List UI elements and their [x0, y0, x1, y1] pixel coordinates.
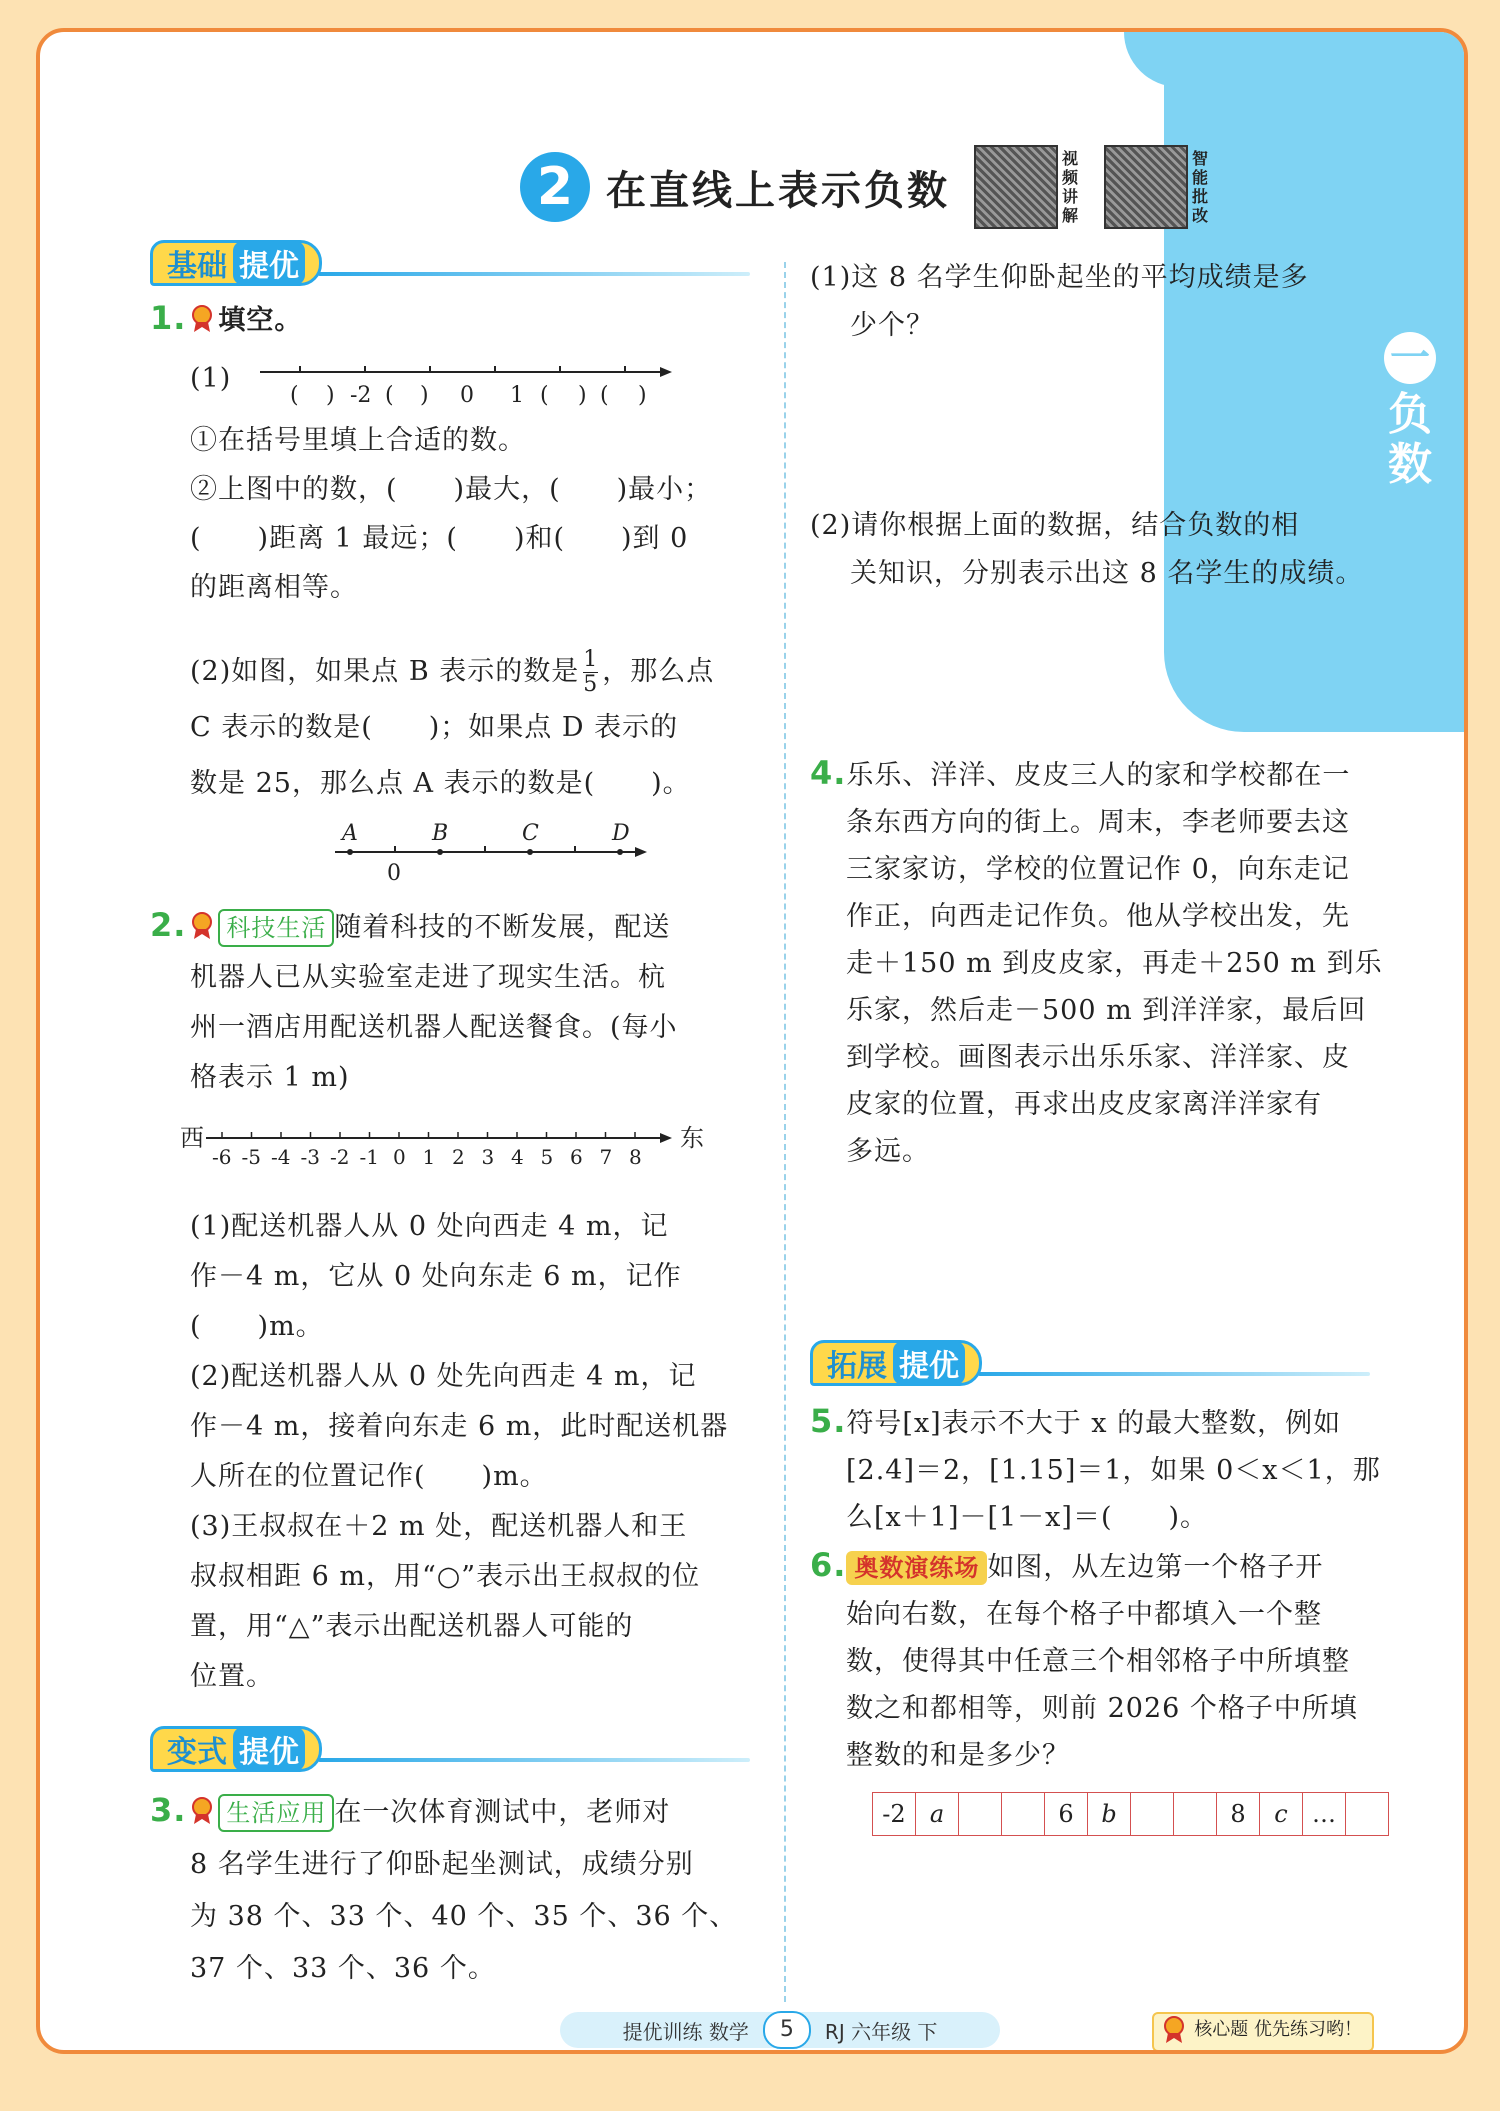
question-number: 4.	[810, 754, 847, 792]
axis2-zero: 0	[387, 861, 401, 886]
text-line: 走＋150 m 到皮皮家，再走＋250 m 到乐	[846, 948, 1383, 979]
text-line: 在一次体育测试中，老师对	[334, 1797, 671, 1828]
qr-code-icon[interactable]	[1104, 145, 1188, 229]
axis1-label: (	[385, 383, 394, 408]
text-line: (2)请你根据上面的数据，结合负数的相	[810, 510, 1300, 541]
text-line: 作正，向西走记作负。他从学校出发，先	[846, 901, 1350, 932]
text-line: ，那么点	[602, 656, 715, 687]
text-line: 叔叔相距 6 m，用“○”表示出王叔叔的位	[190, 1561, 701, 1592]
number-line-2	[330, 822, 650, 892]
text-line: 少个？	[850, 310, 934, 341]
core-badge-text: 核心题 优先练习哟！	[1194, 2019, 1362, 2040]
axis-tick-label: 8	[629, 1145, 642, 1169]
question-6	[810, 1542, 1390, 1779]
point-label: C	[522, 822, 539, 846]
axis-west-label: 西	[180, 1124, 204, 1152]
chapter-label	[1360, 332, 1460, 490]
text-line: 作－4 m，接着向东走 6 m，此时配送机器	[190, 1411, 729, 1442]
axis1-label: )	[420, 383, 429, 408]
text-line: 如图，从左边第一个格子开	[987, 1552, 1324, 1583]
text-line: 始向右数，在每个格子中都填入一个整	[846, 1599, 1322, 1630]
section-extend	[810, 1338, 1370, 1388]
question-3	[150, 1784, 780, 1995]
text-line: 三家家访，学校的位置记作 0，向东走记	[846, 854, 1350, 885]
axis1-label: -2	[350, 383, 372, 408]
point-label: A	[342, 822, 358, 846]
grid-cell: 8	[1217, 1793, 1260, 1836]
question-1	[150, 294, 770, 345]
text-line: 符号[x]表示不大于 x 的最大整数，例如	[846, 1408, 1342, 1439]
text-line: 8 名学生进行了仰卧起坐测试，成绩分别	[190, 1849, 694, 1880]
core-badge	[1152, 2012, 1374, 2052]
question-number: 3.	[150, 1791, 187, 1829]
axis-tick-label: -1	[359, 1145, 379, 1169]
axis-tick-label: -6	[212, 1145, 232, 1169]
point-label: D	[612, 822, 630, 846]
number-grid	[872, 1792, 1389, 1836]
q3-continued	[810, 254, 1390, 350]
axis1-label: (	[540, 383, 549, 408]
axis1-label: )	[326, 383, 335, 408]
lesson-title	[520, 142, 1210, 232]
text-line: C 表示的数是( )；如果点 D 表示的	[190, 712, 679, 743]
text-line: 乐家，然后走－500 m 到洋洋家，最后回	[846, 995, 1367, 1026]
grid-cell	[1002, 1793, 1045, 1836]
axis-tick-label: 4	[511, 1145, 524, 1169]
topic-tag: 科技生活	[218, 909, 334, 947]
topic-tag: 生活应用	[218, 1794, 334, 1832]
fraction-numerator: 1	[583, 647, 599, 672]
text-line: 么[x＋1]－[1－x]＝( )。	[846, 1502, 1209, 1533]
medal-icon	[1162, 2016, 1186, 2044]
axis-tick-label: 7	[599, 1145, 613, 1169]
fraction-denominator: 5	[583, 672, 599, 697]
axis-tick-label: -2	[330, 1145, 350, 1169]
section-label-2: 提优	[233, 241, 305, 285]
q1-part1-text	[190, 416, 780, 612]
topic-tag: 奥数演练场	[846, 1551, 987, 1585]
text-line: 置，用“△”表示出配送机器人可能的	[190, 1611, 634, 1642]
section-basic	[150, 238, 750, 288]
text-line: 作－4 m，它从 0 处向东走 6 m，记作	[190, 1261, 682, 1292]
text-line: 条东西方向的街上。周末，李老师要去这	[846, 807, 1350, 838]
section-label-2: 提优	[893, 1341, 965, 1385]
grid-cell	[1346, 1793, 1389, 1836]
text-line: ①在括号里填上合适的数。	[190, 425, 526, 456]
grid-cell	[1131, 1793, 1174, 1836]
text-line: (2)配送机器人从 0 处先向西走 4 m，记	[190, 1361, 697, 1392]
medal-icon	[190, 912, 214, 940]
text-line: 格表示 1 m)	[190, 1062, 350, 1093]
question-number: 5.	[810, 1402, 847, 1440]
q1-part2-text	[190, 644, 780, 812]
axis1-label: )	[578, 383, 587, 408]
text-line: ( )距离 1 最远；( )和( )到 0	[190, 523, 689, 554]
text-line: ②上图中的数，( )最大，( )最小；	[190, 474, 713, 505]
text-line: (2)如图，如果点 B 表示的数是	[190, 656, 580, 687]
axis1-label: 1	[510, 383, 524, 408]
axis-tick-label: -3	[300, 1145, 320, 1169]
number-line-west-east	[180, 1120, 740, 1180]
text-line: 37 个、33 个、36 个。	[190, 1953, 496, 1984]
footer-right: RJ 六年级 下	[824, 2019, 938, 2044]
axis-east-label: 东	[680, 1124, 704, 1152]
question-5	[810, 1398, 1390, 1541]
grid-cell: …	[1303, 1793, 1346, 1836]
section-label: 变式	[167, 1735, 227, 1770]
chapter-number: 一	[1384, 332, 1436, 384]
text-line: 的距离相等。	[190, 572, 358, 603]
text-line: 到学校。画图表示出乐乐家、洋洋家、皮	[846, 1042, 1350, 1073]
section-label: 拓展	[827, 1349, 887, 1384]
page-number: 5	[763, 2011, 811, 2049]
section-variant	[150, 1724, 750, 1774]
text-line: 位置。	[190, 1661, 274, 1692]
text-line: (1)这 8 名学生仰卧起坐的平均成绩是多	[810, 262, 1309, 293]
question-number: 2.	[150, 906, 187, 944]
question-2	[150, 900, 780, 1103]
lesson-number: 2	[520, 152, 590, 222]
page-footer	[560, 2012, 1000, 2048]
qr-label-grading: 智能批改	[1192, 149, 1209, 225]
text-line: 机器人已从实验室走进了现实生活。杭	[190, 962, 666, 993]
point-label: B	[432, 822, 449, 846]
page	[36, 28, 1468, 2054]
q2-subquestions	[190, 1202, 780, 1702]
axis1-label: (	[600, 383, 609, 408]
text-line: 数之和都相等，则前 2026 个格子中所填	[846, 1693, 1358, 1724]
text-line: 关知识，分别表示出这 8 名学生的成绩。	[850, 558, 1364, 589]
text-line: 为 38 个、33 个、40 个、35 个、36 个、	[190, 1901, 738, 1932]
chapter-name: 负数	[1388, 389, 1432, 490]
text-line: 整数的和是多少？	[846, 1740, 1070, 1771]
question-number: 6.	[810, 1546, 847, 1584]
grid-cell: -2	[873, 1793, 916, 1836]
axis-tick-label: -4	[271, 1145, 291, 1169]
fraction	[583, 648, 598, 697]
grid-cell: 6	[1045, 1793, 1088, 1836]
qr-code-icon[interactable]	[974, 145, 1058, 229]
footer-left: 提优训练 数学	[622, 2019, 749, 2044]
axis1-label: (	[290, 383, 299, 408]
grid-cell	[959, 1793, 1002, 1836]
section-label-2: 提优	[233, 1727, 305, 1771]
axis-tick-label: 5	[540, 1145, 554, 1169]
grid-cell	[1174, 1793, 1217, 1836]
axis-tick-label: 2	[452, 1145, 465, 1169]
page-title: 在直线上表示负数	[606, 167, 950, 214]
number-line-1	[250, 354, 680, 414]
axis1-label: 0	[460, 383, 474, 408]
text-line: 多远。	[846, 1136, 930, 1167]
section-label: 基础	[167, 249, 227, 284]
text-line: 数是 25，那么点 A 表示的数是( )。	[190, 768, 691, 799]
text-line: [2.4]＝2，[1.15]＝1，如果 0＜x＜1，那	[846, 1455, 1381, 1486]
axis1-label: )	[638, 383, 647, 408]
axis-tick-label: 0	[393, 1145, 406, 1169]
text-line: 皮家的位置，再求出皮皮家离洋洋家有	[846, 1089, 1322, 1120]
text-line: 州一酒店用配送机器人配送餐食。(每小	[190, 1012, 678, 1043]
text-line: (3)王叔叔在＋2 m 处，配送机器人和王	[190, 1511, 688, 1542]
medal-icon	[190, 305, 214, 333]
grid-cell: c	[1260, 1793, 1303, 1836]
grid-cell: a	[916, 1793, 959, 1836]
grid-cell: b	[1088, 1793, 1131, 1836]
qr-label-video: 视频讲解	[1062, 149, 1079, 225]
q1-part1-label: (1)	[190, 363, 232, 394]
question-4	[810, 750, 1390, 1175]
medal-icon	[190, 1797, 214, 1825]
question-number: 1.	[150, 299, 187, 337]
axis-tick-label: 6	[570, 1145, 583, 1169]
text-line: (1)配送机器人从 0 处向西走 4 m，记	[190, 1211, 669, 1242]
axis-tick-label: -5	[241, 1145, 261, 1169]
text-line: 随着科技的不断发展，配送	[334, 912, 671, 943]
text-line: ( )m。	[190, 1311, 324, 1342]
column-divider	[784, 262, 786, 2002]
text-line: 人所在的位置记作( )m。	[190, 1461, 548, 1492]
question-title: 填空。	[218, 305, 303, 336]
axis-tick-label: 3	[481, 1145, 495, 1169]
q3-part2	[810, 502, 1390, 598]
text-line: 数，使得其中任意三个相邻格子中所填整	[846, 1646, 1350, 1677]
text-line: 乐乐、洋洋、皮皮三人的家和学校都在一	[846, 760, 1351, 791]
axis-tick-label: 1	[422, 1145, 436, 1169]
